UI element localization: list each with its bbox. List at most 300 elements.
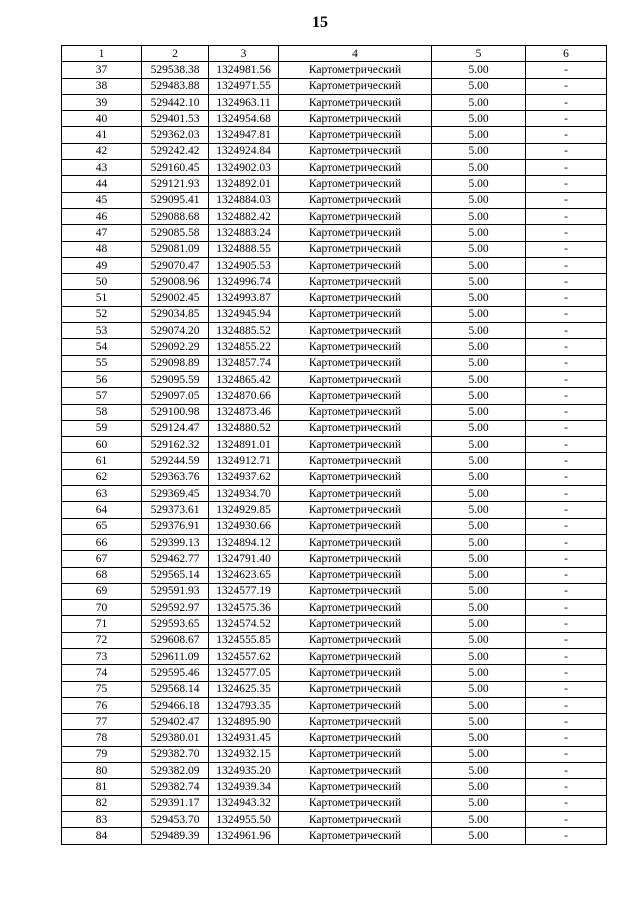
description-cell: -: [526, 567, 607, 583]
table-header: [62, 46, 607, 62]
header-row: [62, 46, 607, 62]
table-body: [62, 62, 607, 844]
y-coordinate-cell: 1324625.35: [209, 681, 279, 697]
table-row: [62, 437, 607, 453]
table-row: [62, 62, 607, 78]
method-cell: Картометрический: [279, 94, 432, 110]
point-number-cell: 74: [62, 665, 142, 681]
table-row: [62, 811, 607, 827]
accuracy-cell: 5.00: [432, 437, 526, 453]
accuracy-cell: 5.00: [432, 453, 526, 469]
description-cell: -: [526, 143, 607, 159]
y-coordinate-cell: 1324857.74: [209, 355, 279, 371]
y-coordinate-cell: 1324943.32: [209, 795, 279, 811]
method-cell: Картометрический: [279, 371, 432, 387]
accuracy-cell: 5.00: [432, 339, 526, 355]
table-row: [62, 404, 607, 420]
point-number-cell: 70: [62, 600, 142, 616]
description-cell: -: [526, 290, 607, 306]
method-cell: Картометрический: [279, 795, 432, 811]
y-coordinate-cell: 1324884.03: [209, 192, 279, 208]
x-coordinate-cell: 529362.03: [142, 127, 209, 143]
accuracy-cell: 5.00: [432, 714, 526, 730]
method-cell: Картометрический: [279, 274, 432, 290]
accuracy-cell: 5.00: [432, 811, 526, 827]
table-row: [62, 828, 607, 844]
y-coordinate-cell: 1324912.71: [209, 453, 279, 469]
point-number-cell: 42: [62, 143, 142, 159]
table-row: [62, 779, 607, 795]
method-cell: Картометрический: [279, 323, 432, 339]
accuracy-cell: 5.00: [432, 763, 526, 779]
x-coordinate-cell: 529373.61: [142, 502, 209, 518]
description-cell: -: [526, 176, 607, 192]
point-number-cell: 50: [62, 274, 142, 290]
table-row: [62, 795, 607, 811]
x-coordinate-cell: 529085.58: [142, 225, 209, 241]
point-number-cell: 59: [62, 420, 142, 436]
x-coordinate-cell: 529568.14: [142, 681, 209, 697]
point-number-cell: 55: [62, 355, 142, 371]
method-cell: Картометрический: [279, 453, 432, 469]
method-cell: Картометрический: [279, 567, 432, 583]
point-number-cell: 52: [62, 306, 142, 322]
y-coordinate-cell: 1324623.65: [209, 567, 279, 583]
accuracy-cell: 5.00: [432, 160, 526, 176]
description-cell: -: [526, 763, 607, 779]
y-coordinate-cell: 1324947.81: [209, 127, 279, 143]
table-row: [62, 355, 607, 371]
method-cell: Картометрический: [279, 648, 432, 664]
description-cell: -: [526, 274, 607, 290]
accuracy-cell: 5.00: [432, 274, 526, 290]
table-row: [62, 665, 607, 681]
table-row: [62, 225, 607, 241]
description-cell: -: [526, 62, 607, 78]
method-cell: Картометрический: [279, 811, 432, 827]
table-row: [62, 648, 607, 664]
method-cell: Картометрический: [279, 779, 432, 795]
table-row: [62, 111, 607, 127]
description-cell: -: [526, 811, 607, 827]
x-coordinate-cell: 529088.68: [142, 208, 209, 224]
point-number-cell: 67: [62, 551, 142, 567]
column-header: 4: [279, 46, 432, 62]
method-cell: Картометрический: [279, 437, 432, 453]
point-number-cell: 62: [62, 469, 142, 485]
accuracy-cell: 5.00: [432, 746, 526, 762]
accuracy-cell: 5.00: [432, 600, 526, 616]
y-coordinate-cell: 1324873.46: [209, 404, 279, 420]
table-row: [62, 323, 607, 339]
x-coordinate-cell: 529466.18: [142, 697, 209, 713]
coordinates-table: [61, 45, 607, 845]
description-cell: -: [526, 404, 607, 420]
description-cell: -: [526, 616, 607, 632]
y-coordinate-cell: 1324895.90: [209, 714, 279, 730]
accuracy-cell: 5.00: [432, 697, 526, 713]
table-row: [62, 600, 607, 616]
x-coordinate-cell: 529453.70: [142, 811, 209, 827]
accuracy-cell: 5.00: [432, 290, 526, 306]
point-number-cell: 48: [62, 241, 142, 257]
accuracy-cell: 5.00: [432, 323, 526, 339]
y-coordinate-cell: 1324577.19: [209, 583, 279, 599]
accuracy-cell: 5.00: [432, 502, 526, 518]
description-cell: -: [526, 437, 607, 453]
x-coordinate-cell: 529074.20: [142, 323, 209, 339]
y-coordinate-cell: 1324963.11: [209, 94, 279, 110]
accuracy-cell: 5.00: [432, 779, 526, 795]
y-coordinate-cell: 1324996.74: [209, 274, 279, 290]
method-cell: Картометрический: [279, 160, 432, 176]
method-cell: Картометрический: [279, 730, 432, 746]
table-row: [62, 746, 607, 762]
method-cell: Картометрический: [279, 763, 432, 779]
x-coordinate-cell: 529095.59: [142, 371, 209, 387]
accuracy-cell: 5.00: [432, 143, 526, 159]
method-cell: Картометрический: [279, 469, 432, 485]
description-cell: -: [526, 78, 607, 94]
point-number-cell: 46: [62, 208, 142, 224]
point-number-cell: 38: [62, 78, 142, 94]
accuracy-cell: 5.00: [432, 534, 526, 550]
table-row: [62, 290, 607, 306]
y-coordinate-cell: 1324934.70: [209, 486, 279, 502]
method-cell: Картометрический: [279, 241, 432, 257]
x-coordinate-cell: 529097.05: [142, 388, 209, 404]
point-number-cell: 77: [62, 714, 142, 730]
accuracy-cell: 5.00: [432, 681, 526, 697]
accuracy-cell: 5.00: [432, 828, 526, 844]
accuracy-cell: 5.00: [432, 176, 526, 192]
x-coordinate-cell: 529592.97: [142, 600, 209, 616]
y-coordinate-cell: 1324891.01: [209, 437, 279, 453]
x-coordinate-cell: 529402.47: [142, 714, 209, 730]
accuracy-cell: 5.00: [432, 567, 526, 583]
x-coordinate-cell: 529376.91: [142, 518, 209, 534]
x-coordinate-cell: 529538.38: [142, 62, 209, 78]
x-coordinate-cell: 529244.59: [142, 453, 209, 469]
table-row: [62, 274, 607, 290]
method-cell: Картометрический: [279, 583, 432, 599]
accuracy-cell: 5.00: [432, 306, 526, 322]
y-coordinate-cell: 1324993.87: [209, 290, 279, 306]
x-coordinate-cell: 529593.65: [142, 616, 209, 632]
description-cell: -: [526, 388, 607, 404]
description-cell: -: [526, 160, 607, 176]
y-coordinate-cell: 1324555.85: [209, 632, 279, 648]
column-header: 5: [432, 46, 526, 62]
point-number-cell: 78: [62, 730, 142, 746]
description-cell: -: [526, 632, 607, 648]
method-cell: Картометрический: [279, 420, 432, 436]
method-cell: Картометрический: [279, 306, 432, 322]
x-coordinate-cell: 529002.45: [142, 290, 209, 306]
x-coordinate-cell: 529095.41: [142, 192, 209, 208]
y-coordinate-cell: 1324961.96: [209, 828, 279, 844]
accuracy-cell: 5.00: [432, 518, 526, 534]
table-row: [62, 306, 607, 322]
y-coordinate-cell: 1324870.66: [209, 388, 279, 404]
table-row: [62, 567, 607, 583]
accuracy-cell: 5.00: [432, 551, 526, 567]
description-cell: -: [526, 94, 607, 110]
x-coordinate-cell: 529008.96: [142, 274, 209, 290]
y-coordinate-cell: 1324955.50: [209, 811, 279, 827]
y-coordinate-cell: 1324882.42: [209, 208, 279, 224]
method-cell: Картометрический: [279, 208, 432, 224]
x-coordinate-cell: 529462.77: [142, 551, 209, 567]
point-number-cell: 61: [62, 453, 142, 469]
x-coordinate-cell: 529363.76: [142, 469, 209, 485]
method-cell: Картометрический: [279, 616, 432, 632]
table-row: [62, 143, 607, 159]
accuracy-cell: 5.00: [432, 665, 526, 681]
table-row: [62, 616, 607, 632]
table-row: [62, 388, 607, 404]
description-cell: -: [526, 339, 607, 355]
description-cell: -: [526, 551, 607, 567]
method-cell: Картометрический: [279, 143, 432, 159]
description-cell: -: [526, 779, 607, 795]
description-cell: -: [526, 208, 607, 224]
description-cell: -: [526, 241, 607, 257]
page-number: 15: [312, 14, 328, 31]
point-number-cell: 64: [62, 502, 142, 518]
point-number-cell: 79: [62, 746, 142, 762]
y-coordinate-cell: 1324885.52: [209, 323, 279, 339]
point-number-cell: 39: [62, 94, 142, 110]
y-coordinate-cell: 1324930.66: [209, 518, 279, 534]
x-coordinate-cell: 529382.09: [142, 763, 209, 779]
x-coordinate-cell: 529611.09: [142, 648, 209, 664]
description-cell: -: [526, 111, 607, 127]
y-coordinate-cell: 1324880.52: [209, 420, 279, 436]
point-number-cell: 43: [62, 160, 142, 176]
description-cell: -: [526, 681, 607, 697]
y-coordinate-cell: 1324924.84: [209, 143, 279, 159]
x-coordinate-cell: 529595.46: [142, 665, 209, 681]
point-number-cell: 58: [62, 404, 142, 420]
y-coordinate-cell: 1324935.20: [209, 763, 279, 779]
y-coordinate-cell: 1324954.68: [209, 111, 279, 127]
method-cell: Картометрический: [279, 176, 432, 192]
x-coordinate-cell: 529391.17: [142, 795, 209, 811]
method-cell: Картометрический: [279, 404, 432, 420]
table-row: [62, 730, 607, 746]
table-row: [62, 534, 607, 550]
accuracy-cell: 5.00: [432, 225, 526, 241]
method-cell: Картометрический: [279, 681, 432, 697]
description-cell: -: [526, 306, 607, 322]
point-number-cell: 44: [62, 176, 142, 192]
accuracy-cell: 5.00: [432, 94, 526, 110]
accuracy-cell: 5.00: [432, 404, 526, 420]
x-coordinate-cell: 529098.89: [142, 355, 209, 371]
accuracy-cell: 5.00: [432, 257, 526, 273]
accuracy-cell: 5.00: [432, 62, 526, 78]
table-row: [62, 176, 607, 192]
table-row: [62, 208, 607, 224]
description-cell: -: [526, 257, 607, 273]
accuracy-cell: 5.00: [432, 241, 526, 257]
x-coordinate-cell: 529565.14: [142, 567, 209, 583]
point-number-cell: 56: [62, 371, 142, 387]
point-number-cell: 83: [62, 811, 142, 827]
method-cell: Картометрический: [279, 534, 432, 550]
point-number-cell: 68: [62, 567, 142, 583]
method-cell: Картометрический: [279, 78, 432, 94]
y-coordinate-cell: 1324902.03: [209, 160, 279, 176]
method-cell: Картометрический: [279, 551, 432, 567]
description-cell: -: [526, 323, 607, 339]
x-coordinate-cell: 529124.47: [142, 420, 209, 436]
table-row: [62, 469, 607, 485]
table-row: [62, 681, 607, 697]
description-cell: -: [526, 355, 607, 371]
y-coordinate-cell: 1324883.24: [209, 225, 279, 241]
description-cell: -: [526, 518, 607, 534]
description-cell: -: [526, 192, 607, 208]
point-number-cell: 41: [62, 127, 142, 143]
y-coordinate-cell: 1324931.45: [209, 730, 279, 746]
x-coordinate-cell: 529382.74: [142, 779, 209, 795]
column-header: 1: [62, 46, 142, 62]
point-number-cell: 66: [62, 534, 142, 550]
point-number-cell: 63: [62, 486, 142, 502]
accuracy-cell: 5.00: [432, 371, 526, 387]
description-cell: -: [526, 714, 607, 730]
table-row: [62, 160, 607, 176]
x-coordinate-cell: 529369.45: [142, 486, 209, 502]
table-row: [62, 551, 607, 567]
point-number-cell: 37: [62, 62, 142, 78]
description-cell: -: [526, 795, 607, 811]
point-number-cell: 57: [62, 388, 142, 404]
description-cell: -: [526, 828, 607, 844]
method-cell: Картометрический: [279, 828, 432, 844]
point-number-cell: 82: [62, 795, 142, 811]
table-row: [62, 518, 607, 534]
point-number-cell: 47: [62, 225, 142, 241]
y-coordinate-cell: 1324574.52: [209, 616, 279, 632]
point-number-cell: 53: [62, 323, 142, 339]
description-cell: -: [526, 730, 607, 746]
x-coordinate-cell: 529382.70: [142, 746, 209, 762]
point-number-cell: 80: [62, 763, 142, 779]
table-row: [62, 486, 607, 502]
y-coordinate-cell: 1324929.85: [209, 502, 279, 518]
x-coordinate-cell: 529034.85: [142, 306, 209, 322]
y-coordinate-cell: 1324981.56: [209, 62, 279, 78]
y-coordinate-cell: 1324939.34: [209, 779, 279, 795]
method-cell: Картометрический: [279, 355, 432, 371]
table-row: [62, 583, 607, 599]
table-row: [62, 502, 607, 518]
y-coordinate-cell: 1324937.62: [209, 469, 279, 485]
y-coordinate-cell: 1324971.55: [209, 78, 279, 94]
method-cell: Картометрический: [279, 339, 432, 355]
y-coordinate-cell: 1324791.40: [209, 551, 279, 567]
y-coordinate-cell: 1324855.22: [209, 339, 279, 355]
y-coordinate-cell: 1324577.05: [209, 665, 279, 681]
method-cell: Картометрический: [279, 290, 432, 306]
accuracy-cell: 5.00: [432, 730, 526, 746]
y-coordinate-cell: 1324575.36: [209, 600, 279, 616]
accuracy-cell: 5.00: [432, 795, 526, 811]
description-cell: -: [526, 127, 607, 143]
x-coordinate-cell: 529242.42: [142, 143, 209, 159]
method-cell: Картометрический: [279, 257, 432, 273]
table-row: [62, 339, 607, 355]
table-row: [62, 94, 607, 110]
y-coordinate-cell: 1324865.42: [209, 371, 279, 387]
x-coordinate-cell: 529121.93: [142, 176, 209, 192]
x-coordinate-cell: 529489.39: [142, 828, 209, 844]
y-coordinate-cell: 1324892.01: [209, 176, 279, 192]
accuracy-cell: 5.00: [432, 78, 526, 94]
description-cell: -: [526, 665, 607, 681]
method-cell: Картометрический: [279, 225, 432, 241]
accuracy-cell: 5.00: [432, 583, 526, 599]
x-coordinate-cell: 529401.53: [142, 111, 209, 127]
x-coordinate-cell: 529380.01: [142, 730, 209, 746]
accuracy-cell: 5.00: [432, 616, 526, 632]
x-coordinate-cell: 529483.88: [142, 78, 209, 94]
point-number-cell: 72: [62, 632, 142, 648]
point-number-cell: 73: [62, 648, 142, 664]
x-coordinate-cell: 529092.29: [142, 339, 209, 355]
accuracy-cell: 5.00: [432, 208, 526, 224]
table-row: [62, 763, 607, 779]
description-cell: -: [526, 746, 607, 762]
description-cell: -: [526, 600, 607, 616]
y-coordinate-cell: 1324894.12: [209, 534, 279, 550]
accuracy-cell: 5.00: [432, 420, 526, 436]
x-coordinate-cell: 529608.67: [142, 632, 209, 648]
x-coordinate-cell: 529160.45: [142, 160, 209, 176]
method-cell: Картометрический: [279, 192, 432, 208]
description-cell: -: [526, 534, 607, 550]
accuracy-cell: 5.00: [432, 192, 526, 208]
x-coordinate-cell: 529399.13: [142, 534, 209, 550]
y-coordinate-cell: 1324793.35: [209, 697, 279, 713]
description-cell: -: [526, 371, 607, 387]
method-cell: Картометрический: [279, 665, 432, 681]
column-header: 6: [526, 46, 607, 62]
table-row: [62, 420, 607, 436]
x-coordinate-cell: 529162.32: [142, 437, 209, 453]
accuracy-cell: 5.00: [432, 648, 526, 664]
table-row: [62, 632, 607, 648]
x-coordinate-cell: 529442.10: [142, 94, 209, 110]
accuracy-cell: 5.00: [432, 111, 526, 127]
x-coordinate-cell: 529081.09: [142, 241, 209, 257]
point-number-cell: 75: [62, 681, 142, 697]
table-row: [62, 127, 607, 143]
method-cell: Картометрический: [279, 486, 432, 502]
point-number-cell: 54: [62, 339, 142, 355]
accuracy-cell: 5.00: [432, 127, 526, 143]
description-cell: -: [526, 697, 607, 713]
point-number-cell: 84: [62, 828, 142, 844]
method-cell: Картометрический: [279, 714, 432, 730]
y-coordinate-cell: 1324557.62: [209, 648, 279, 664]
method-cell: Картометрический: [279, 111, 432, 127]
table-row: [62, 714, 607, 730]
method-cell: Картометрический: [279, 632, 432, 648]
